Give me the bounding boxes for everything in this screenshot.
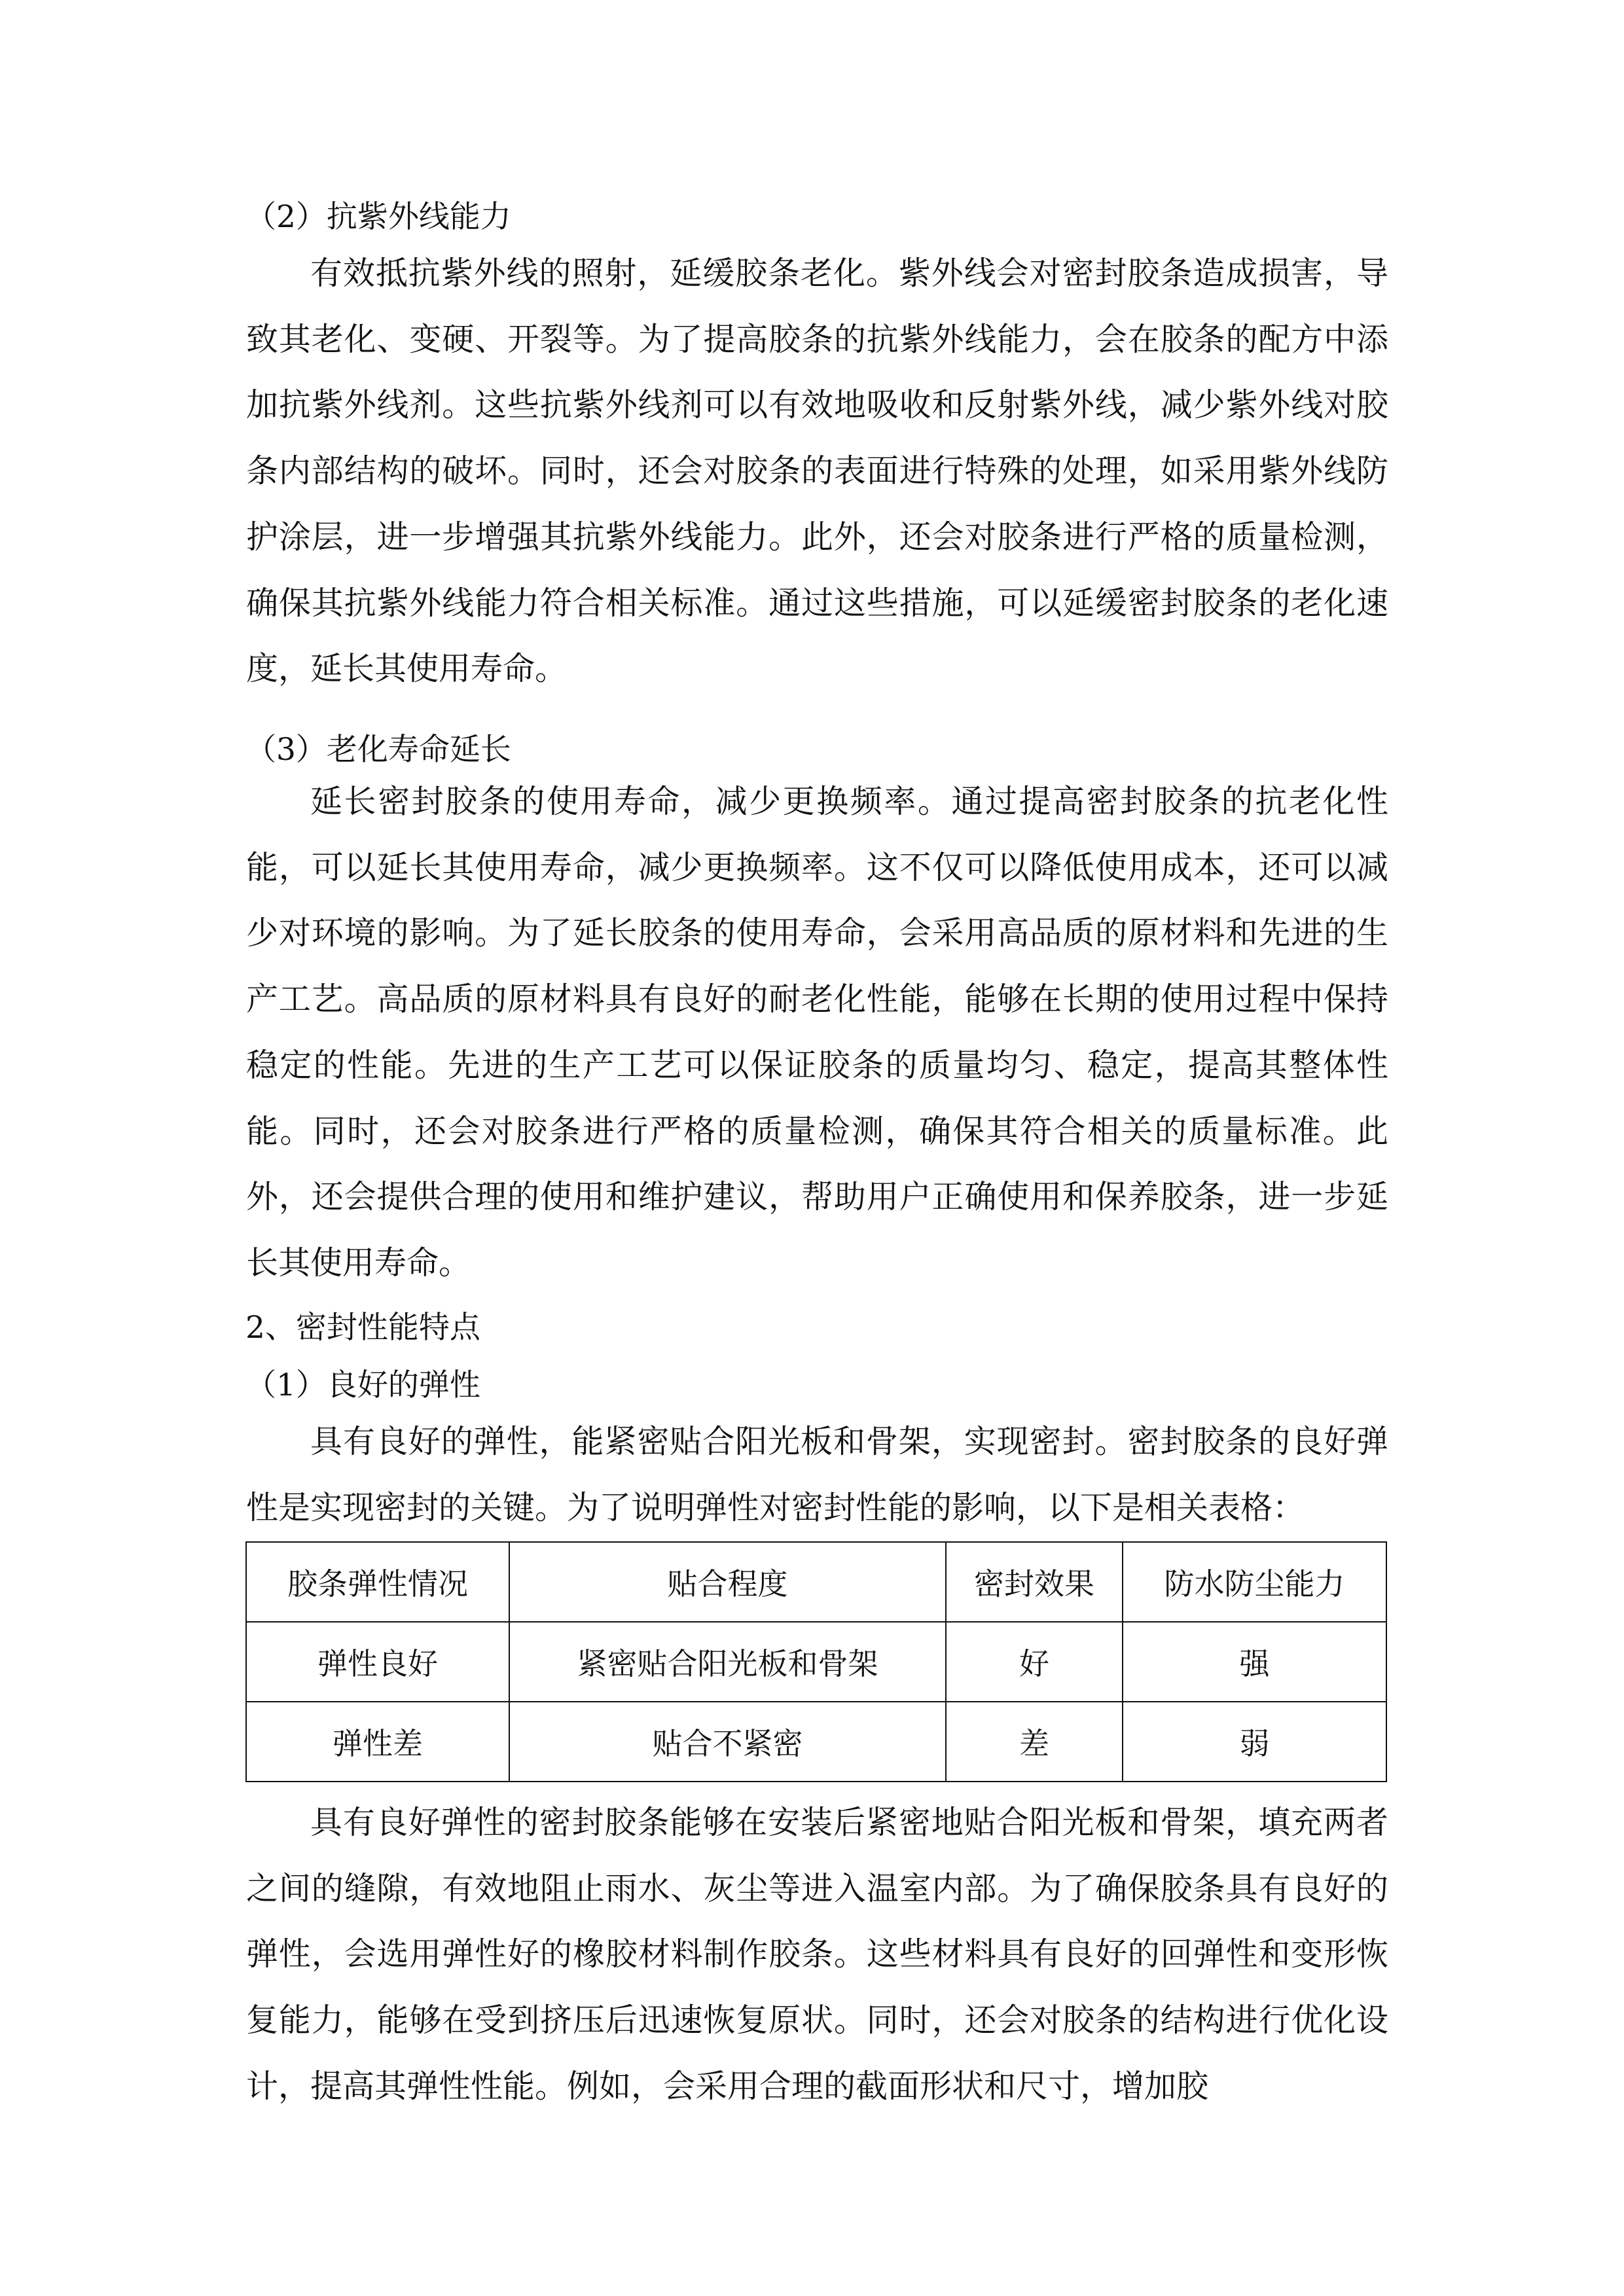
sealing-features-heading: 2、密封性能特点 [245,1310,480,1346]
elasticity-table [245,1541,1387,1782]
elasticity-paragraph: 具有良好的弹性，能紧密贴合阳光板和骨架，实现密封。密封胶条的良好弹性是实现密封的关键。为了说明弹性对密封性能的影响，以下是相关表格： [246,1423,1388,1526]
table-cell: 弱 [1123,1702,1386,1782]
header-fit-degree: 贴合程度 [509,1542,946,1622]
table-cell: 弹性差 [246,1702,509,1782]
elasticity-table-container [245,1541,1386,1782]
header-elasticity: 胶条弹性情况 [246,1542,509,1622]
header-seal-effect: 密封效果 [946,1542,1123,1622]
table-cell: 差 [946,1702,1123,1782]
header-waterproof-dustproof: 防水防尘能力 [1123,1542,1386,1622]
elasticity-heading: （1）良好的弹性 [245,1367,480,1403]
aging-life-heading: （3）老化寿命延长 [245,732,511,768]
aging-life-paragraph: 延长密封胶条的使用寿命，减少更换频率。通过提高密封胶条的抗老化性能，可以延长其使用寿命，减少更换频率。这不仅可以降低使用成本，还可以减少对环境的影响。为了延长胶条的使用寿命，会采用高品质的原材料和先进的生产工艺。高品质的原材料具有良好的耐老化性能，能够在长期的使用过程中保持稳定的性能。先进的生产工艺可以保证胶条的质量均匀、稳定，提高其整体性能。同时，还会对胶条进行严格的质量检测，确保其符合相关的质量标准。此外，还会提供合理的使用和维护建议，帮助用户正确使用和保养胶条，进一步延长其使用寿命。 [246,783,1388,1282]
table-header-row [246,1542,1386,1622]
elasticity-detail-paragraph: 具有良好弹性的密封胶条能够在安装后紧密地贴合阳光板和骨架，填充两者之间的缝隙，有效地阻止雨水、灰尘等进入温室内部。为了确保胶条具有良好的弹性，会选用弹性好的橡胶材料制作胶条。这些材料具有良好的回弹性和变形恢复能力，能够在受到挤压后迅速恢复原状。同时，还会对胶条的结构进行优化设计，提高其弹性性能。例如，会采用合理的截面形状和尺寸，增加胶 [246,1804,1388,2105]
table-cell: 弹性良好 [246,1622,509,1702]
table-row [246,1702,1386,1782]
uv-resistance-heading: （2）抗紫外线能力 [245,199,511,235]
table-cell: 紧密贴合阳光板和骨架 [509,1622,946,1702]
uv-resistance-paragraph: 有效抵抗紫外线的照射，延缓胶条老化。紫外线会对密封胶条造成损害，导致其老化、变硬、开裂等。为了提高胶条的抗紫外线能力，会在胶条的配方中添加抗紫外线剂。这些抗紫外线剂可以有效地吸收和反射紫外线，减少紫外线对胶条内部结构的破坏。同时，还会对胶条的表面进行特殊的处理，如采用紫外线防护涂层，进一步增强其抗紫外线能力。此外，还会对胶条进行严格的质量检测，确保其抗紫外线能力符合相关标准。通过这些措施，可以延缓密封胶条的老化速度，延长其使用寿命。 [246,255,1388,688]
table-cell: 好 [946,1622,1123,1702]
table-cell: 强 [1123,1622,1386,1702]
table-row [246,1622,1386,1702]
table-cell: 贴合不紧密 [509,1702,946,1782]
